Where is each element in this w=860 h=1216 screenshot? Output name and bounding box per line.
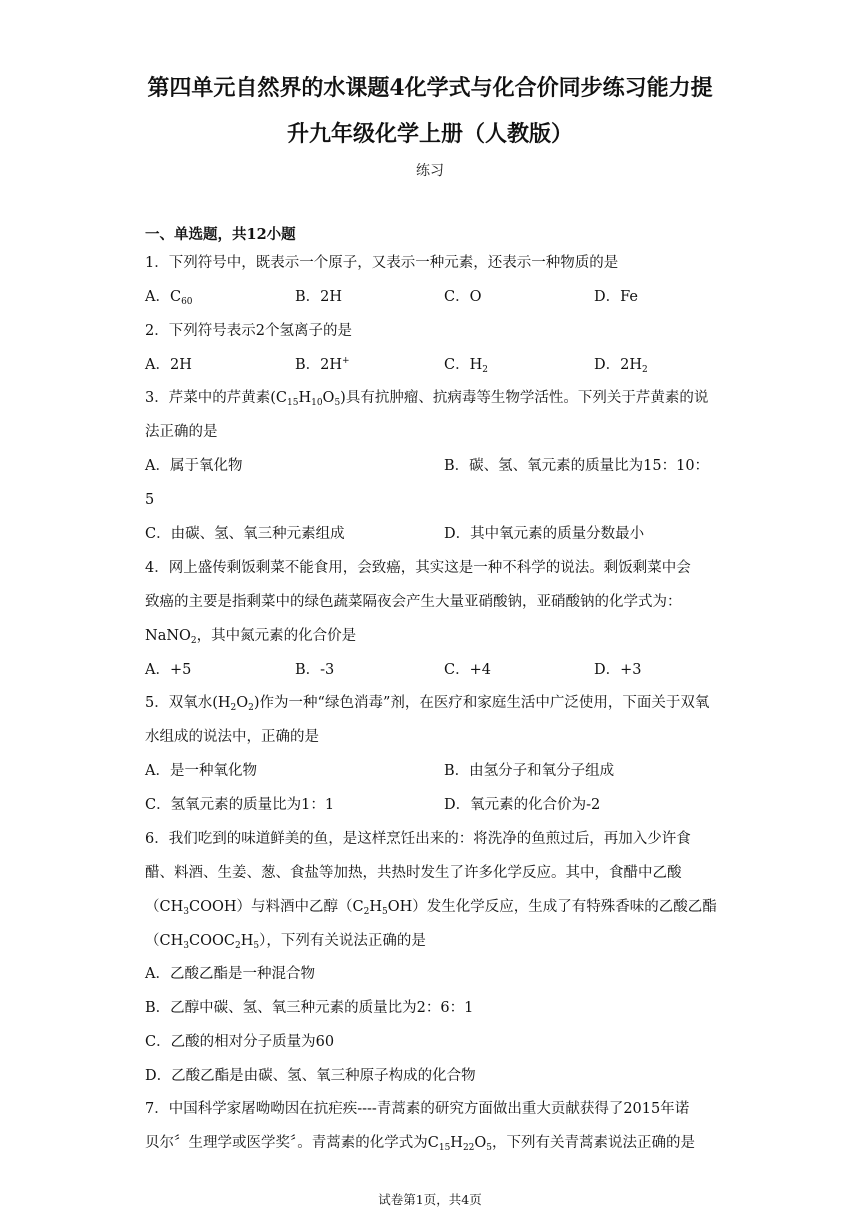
question-5-stem-line1: 5．双氧水$(H_2O_2)$作为一种“绿色消毒”剂，在医疗和家庭生活中广泛使用，下面关于双氧 <box>145 695 710 713</box>
question-6-option-c: C．乙酸的相对分子质量为60 <box>145 1034 335 1050</box>
question-5-option-a: A．是一种氧化物 <box>145 763 257 779</box>
question-6-stem-line4: $(CH_3COOC_2H_5)$，下列有关说法正确的是 <box>145 933 426 951</box>
question-1-option-c: C．O <box>444 289 482 305</box>
question-4-stem-line2: 致癌的主要是指剩菜中的绿色蔬菜隔夜会产生大量亚硝酸钠，亚硝酸钠的化学式为： <box>145 594 682 610</box>
question-7-stem-line1: 7．中国科学家屠呦呦因在抗疟疾----青蒿素的研究方面做出重大贡献获得了2015年诺 <box>145 1101 690 1117</box>
page-footer: 试卷第1页，共4页 <box>378 1192 482 1207</box>
question-2-option-d: D．$2H_2$ <box>594 357 648 375</box>
question-3-option-a: A．属于氧化物 <box>145 458 243 474</box>
question-3-stem-line2: 法正确的是 <box>145 424 218 440</box>
question-5-stem-line2: 水组成的说法中，正确的是 <box>145 729 319 745</box>
document-title-line1: 第四单元自然界的水课题4化学式与化合价同步练习能力提 <box>147 75 713 101</box>
question-6-stem-line3: $(CH_3COOH)$与料酒中乙醇$(C_2H_5OH)$发生化学反应，生成了有特殊香味的乙酸乙酯 <box>145 899 717 917</box>
question-3-option-b-continued: 5 <box>145 492 155 508</box>
section-header: 一、单选题，共12小题 <box>145 226 296 243</box>
question-7-stem-line2: 贝尔〞生理学或医学奖〞。青蒿素的化学式为$C_{15}H_{22}O_5$，下列有关青蒿素说法正确的是 <box>145 1135 696 1153</box>
question-1-option-a: A．$C_{60}$ <box>145 289 193 307</box>
question-2-option-b: B．2H+ <box>295 356 350 373</box>
question-3-stem-line1: 3．芹菜中的芹黄素$(C_{15}H_{10}O_5)$具有抗肿瘤、抗病毒等生物学活性。下列关于芹黄素的说 <box>145 390 709 408</box>
question-1-stem: 1．下列符号中，既表示一个原子，又表示一种元素，还表示一种物质的是 <box>145 255 619 271</box>
document-title-line2: 升九年级化学上册（人教版） <box>286 121 573 147</box>
question-6-option-d: D．乙酸乙酯是由碳、氢、氧三种原子构成的化合物 <box>145 1068 476 1084</box>
question-4-stem-line1: 4．网上盛传剩饭剩菜不能食用，会致癌，其实这是一种不科学的说法。剩饭剩菜中会 <box>145 560 691 576</box>
question-6-stem-line2: 醋、料酒、生姜、葱、食盐等加热，共热时发生了许多化学反应。其中，食醋中乙酸 <box>145 865 682 881</box>
question-6-stem-line1: 6．我们吃到的味道鲜美的鱼，是这样烹饪出来的：将洗净的鱼煎过后，再加入少许食 <box>145 831 691 847</box>
question-1-option-b: B．2H <box>295 289 343 305</box>
question-4-stem-line3: NaNO$_2$，其中氮元素的化合价是 <box>145 628 357 646</box>
question-4-option-b: B．-3 <box>295 662 335 678</box>
question-6-option-a: A．乙酸乙酯是一种混合物 <box>145 966 315 982</box>
document-subtitle: 练习 <box>416 163 444 179</box>
question-2-stem: 2．下列符号表示2个氢离子的是 <box>145 323 352 339</box>
question-5-option-d: D．氧元素的化合价为-2 <box>444 797 601 813</box>
question-2-option-a: A．2H <box>145 357 192 373</box>
question-4-option-c: C．+4 <box>444 662 491 678</box>
question-3-option-d: D．其中氧元素的质量分数最小 <box>444 526 645 542</box>
question-6-option-b: B．乙醇中碳、氢、氧三种元素的质量比为2：6：1 <box>145 1000 474 1016</box>
question-1-option-d: D．Fe <box>594 289 638 305</box>
question-5-option-b: B．由氢分子和氧分子组成 <box>444 763 615 779</box>
question-5-option-c: C．氢氧元素的质量比为1：1 <box>145 797 335 813</box>
question-4-option-a: A．+5 <box>145 662 192 678</box>
question-3-option-b: B．碳、氢、氧元素的质量比为15：10： <box>444 458 710 474</box>
question-2-option-c: C．$H_2$ <box>444 357 488 375</box>
question-3-option-c: C．由碳、氢、氧三种元素组成 <box>145 526 345 542</box>
question-4-option-d: D．+3 <box>594 662 642 678</box>
